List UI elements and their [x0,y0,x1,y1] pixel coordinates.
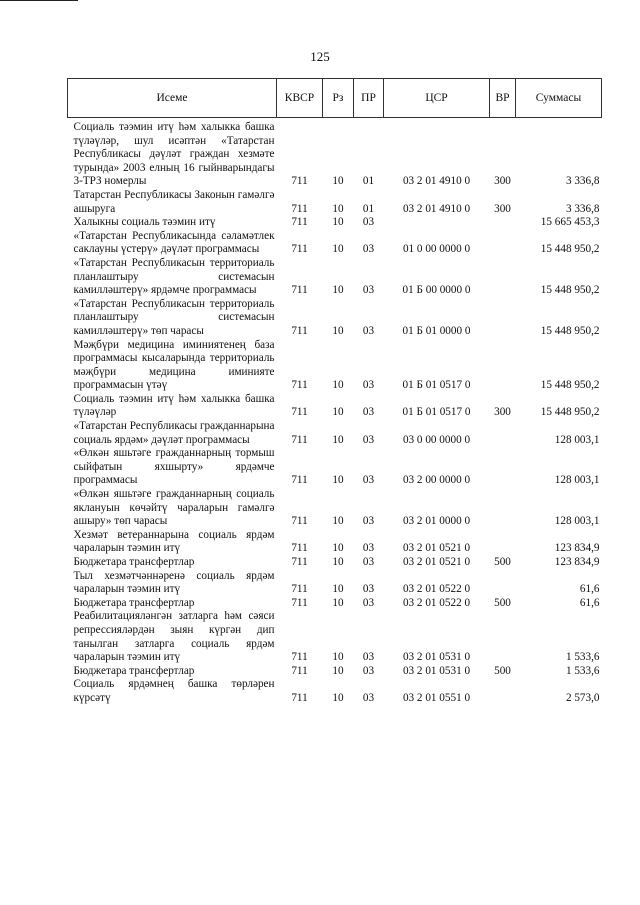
row-kvsr: 711 [291,691,308,704]
row-rz: 10 [332,284,344,297]
row-rz: 10 [332,664,344,677]
row-rz: 10 [332,379,344,392]
row-name: Социаль ярдәмнең башка төрләрен күрсәтү [73,678,275,704]
row-vr [490,298,516,339]
row-kvsr: 711 [291,284,308,297]
row-name: Мәҗбүри медицина иминиятенең база программасы кысаларында территориаль мәҗбүри медицина иминияте программасын үтәү [73,338,275,392]
row-rz: 10 [332,324,344,337]
table-row [68,488,602,529]
table-row [68,447,602,488]
row-csr: 03 2 01 0531 0 [402,664,471,677]
row-rz: 10 [332,175,344,188]
row-csr: 03 2 01 0551 0 [402,691,471,704]
row-kvsr: 711 [291,542,308,555]
row-csr: 03 0 00 0000 0 [402,433,471,446]
row-pr: 03 [362,515,375,528]
header-pr: ПР [354,79,384,118]
row-name: Тыл хезмәтчәннәренә социаль ярдәм чараларын тәэмин итү [73,569,275,596]
table-row [68,230,602,257]
table-row [68,665,602,679]
row-pr: 03 [362,596,375,609]
row-kvsr: 711 [291,515,308,528]
row-pr: 03 [362,691,375,704]
row-csr: 03 2 01 0000 0 [402,515,471,528]
row-sum: 15 448 950,2 [540,406,600,419]
row-name: «Өлкән яшьтәге гражданнарның социаль яклануын көчәйтү чараларын гамәлгә ашыру» төп чарасы [73,488,275,528]
row-kvsr: 711 [291,651,308,664]
row-csr: 03 2 01 0522 0 [402,596,471,609]
row-kvsr: 711 [291,379,308,392]
row-pr: 03 [362,583,375,596]
row-pr: 03 [362,379,375,392]
row-sum: 15 448 950,2 [540,379,600,392]
table-row [68,393,602,420]
row-vr [490,678,516,705]
row-pr: 03 [362,216,375,229]
row-kvsr: 711 [291,202,308,215]
row-vr: 500 [494,556,511,568]
row-rz: 10 [332,474,344,487]
row-csr: 01 Б 00 0000 0 [402,284,471,297]
row-pr: 03 [362,542,375,555]
row-vr [490,488,516,529]
row-kvsr: 711 [291,596,308,609]
page-number: 125 [310,49,330,64]
row-vr [490,257,516,298]
row-vr: 300 [494,175,511,188]
table-row [68,420,602,447]
row-csr: 03 2 01 0521 0 [402,556,471,568]
row-pr: 03 [362,651,375,664]
table-row [68,678,602,705]
row-name: «Татарстан Республикасын территориаль планлаштыру системасын камилләштерү» ярдәмче программасы [73,256,275,297]
row-sum: 1 533,6 [565,651,600,664]
header-vr: ВР [490,79,516,118]
row-name: Бюджетара трансфертлар [73,664,195,677]
table-row [68,529,602,556]
header-rz: Рз [323,79,354,118]
row-vr [490,447,516,488]
row-pr: 03 [362,406,375,419]
table-row [68,118,602,189]
row-name: «Татарстан Республикасын территориаль планлаштыру системасын камилләштерү» төп чарасы [73,297,275,337]
row-name: Бюджетара трансфертлар [73,596,195,609]
row-sum: 15 448 950,2 [540,243,600,256]
row-rz: 10 [332,202,344,215]
row-name: Социаль тәэмин итү һәм халыкка башка түләүләр [73,392,275,419]
table-row [68,339,602,393]
row-name: Социаль тәэмин итү һәм халыкка башка түләүләр, шул исәптән «Татарстан Республикасы дәүләт граждан хезмәте турында» 2003 елның 16 гыйнварындагы 3-ТРЗ номерлы [73,121,275,188]
row-sum: 2 573,0 [565,691,600,704]
row-sum: 61,6 [579,596,600,609]
row-sum: 3 336,8 [565,202,600,215]
row-csr: 01 0 00 0000 0 [402,243,471,256]
row-sum: 61,6 [579,583,600,596]
row-name: Татарстан Республикасы Законын гамәлгә ашыруга [73,188,275,215]
row-sum: 123 834,9 [554,542,600,555]
header-row [68,79,602,118]
table-row [68,570,602,597]
table-row [68,189,602,216]
row-rz: 10 [332,243,344,256]
row-csr: 03 2 01 0522 0 [402,583,471,596]
row-vr: 500 [494,664,511,677]
row-rz: 10 [332,515,344,528]
row-pr: 03 [362,556,375,568]
row-kvsr: 711 [291,583,308,596]
corner-rule [0,0,78,1]
row-csr: 03 2 01 0531 0 [402,651,471,664]
row-sum: 128 003,1 [554,474,600,487]
row-sum: 1 533,6 [565,664,600,677]
row-pr: 01 [362,175,375,188]
row-sum: 128 003,1 [554,433,600,446]
row-rz: 10 [332,691,344,704]
row-csr: 01 Б 01 0517 0 [402,379,471,392]
row-rz: 10 [332,406,344,419]
row-kvsr: 711 [291,433,308,446]
row-name: Хезмәт ветераннарына социаль ярдәм чараларын тәэмин итү [73,528,275,555]
row-pr: 03 [362,474,375,487]
row-name: Реабилитацияләнгән затларга һәм сәяси репрессияләрдән зыян күргән дип танылган затларга социаль ярдәм чараларын тәэмин итү [73,610,275,664]
row-vr: 500 [494,596,511,609]
row-rz: 10 [332,583,344,596]
row-kvsr: 711 [291,556,308,568]
row-sum: 15 665 453,3 [540,216,600,229]
row-vr [490,610,516,664]
row-csr: 03 2 01 4910 0 [402,175,471,188]
row-kvsr: 711 [291,243,308,256]
table-row [68,298,602,339]
row-vr [490,420,516,447]
row-pr: 03 [362,284,375,297]
header-name: Исеме [68,79,277,118]
row-kvsr: 711 [291,406,308,419]
row-pr: 03 [362,324,375,337]
row-csr [384,216,490,230]
row-kvsr: 711 [291,216,308,229]
row-name: Бюджетара трансфертлар [73,556,195,568]
row-rz: 10 [332,651,344,664]
row-csr: 03 2 01 0521 0 [402,542,471,555]
row-vr: 300 [494,202,511,215]
row-sum: 15 448 950,2 [540,284,600,297]
table-row [68,556,602,570]
row-pr: 03 [362,243,375,256]
row-sum: 123 834,9 [554,556,600,568]
row-csr: 01 Б 01 0517 0 [402,406,471,419]
row-vr [490,230,516,257]
table-body [68,118,602,706]
row-kvsr: 711 [291,175,308,188]
row-rz: 10 [332,542,344,555]
row-vr [490,570,516,597]
row-vr [490,339,516,393]
row-rz: 10 [332,556,344,568]
row-rz: 10 [332,216,344,229]
row-pr: 03 [362,433,375,446]
table-row [68,597,602,611]
row-name: «Татарстан Республикасында сәламәтлек саклауны үстерү» дәүләт программасы [73,229,275,256]
row-name: Халыкны социаль тәэмин итү [73,216,216,229]
table-header [68,79,602,118]
header-kvsr: КВСР [277,79,323,118]
row-rz: 10 [332,596,344,609]
budget-table [67,78,602,706]
header-sum: Суммасы [516,79,602,118]
row-csr: 01 Б 01 0000 0 [402,324,471,337]
row-kvsr: 711 [291,324,308,337]
header-csr: ЦСР [384,79,490,118]
row-sum: 3 336,8 [565,175,600,188]
table-row [68,610,602,664]
row-vr [490,216,516,230]
row-vr [490,529,516,556]
row-kvsr: 711 [291,474,308,487]
row-name: «Өлкән яшьтәге гражданнарның тормыш сыйфатын яхшырту» ярдәмче программасы [73,447,275,487]
row-vr: 300 [494,406,511,419]
row-pr: 01 [362,202,375,215]
row-csr: 03 2 01 4910 0 [402,202,471,215]
row-kvsr: 711 [291,664,308,677]
row-csr: 03 2 00 0000 0 [402,474,471,487]
row-sum: 15 448 950,2 [540,324,600,337]
row-sum: 128 003,1 [554,515,600,528]
row-rz: 10 [332,433,344,446]
row-pr: 03 [362,664,375,677]
table-row [68,257,602,298]
table-row [68,216,602,230]
row-name: «Татарстан Республикасы гражданнарына социаль ярдәм» дәүләт программасы [73,420,275,446]
